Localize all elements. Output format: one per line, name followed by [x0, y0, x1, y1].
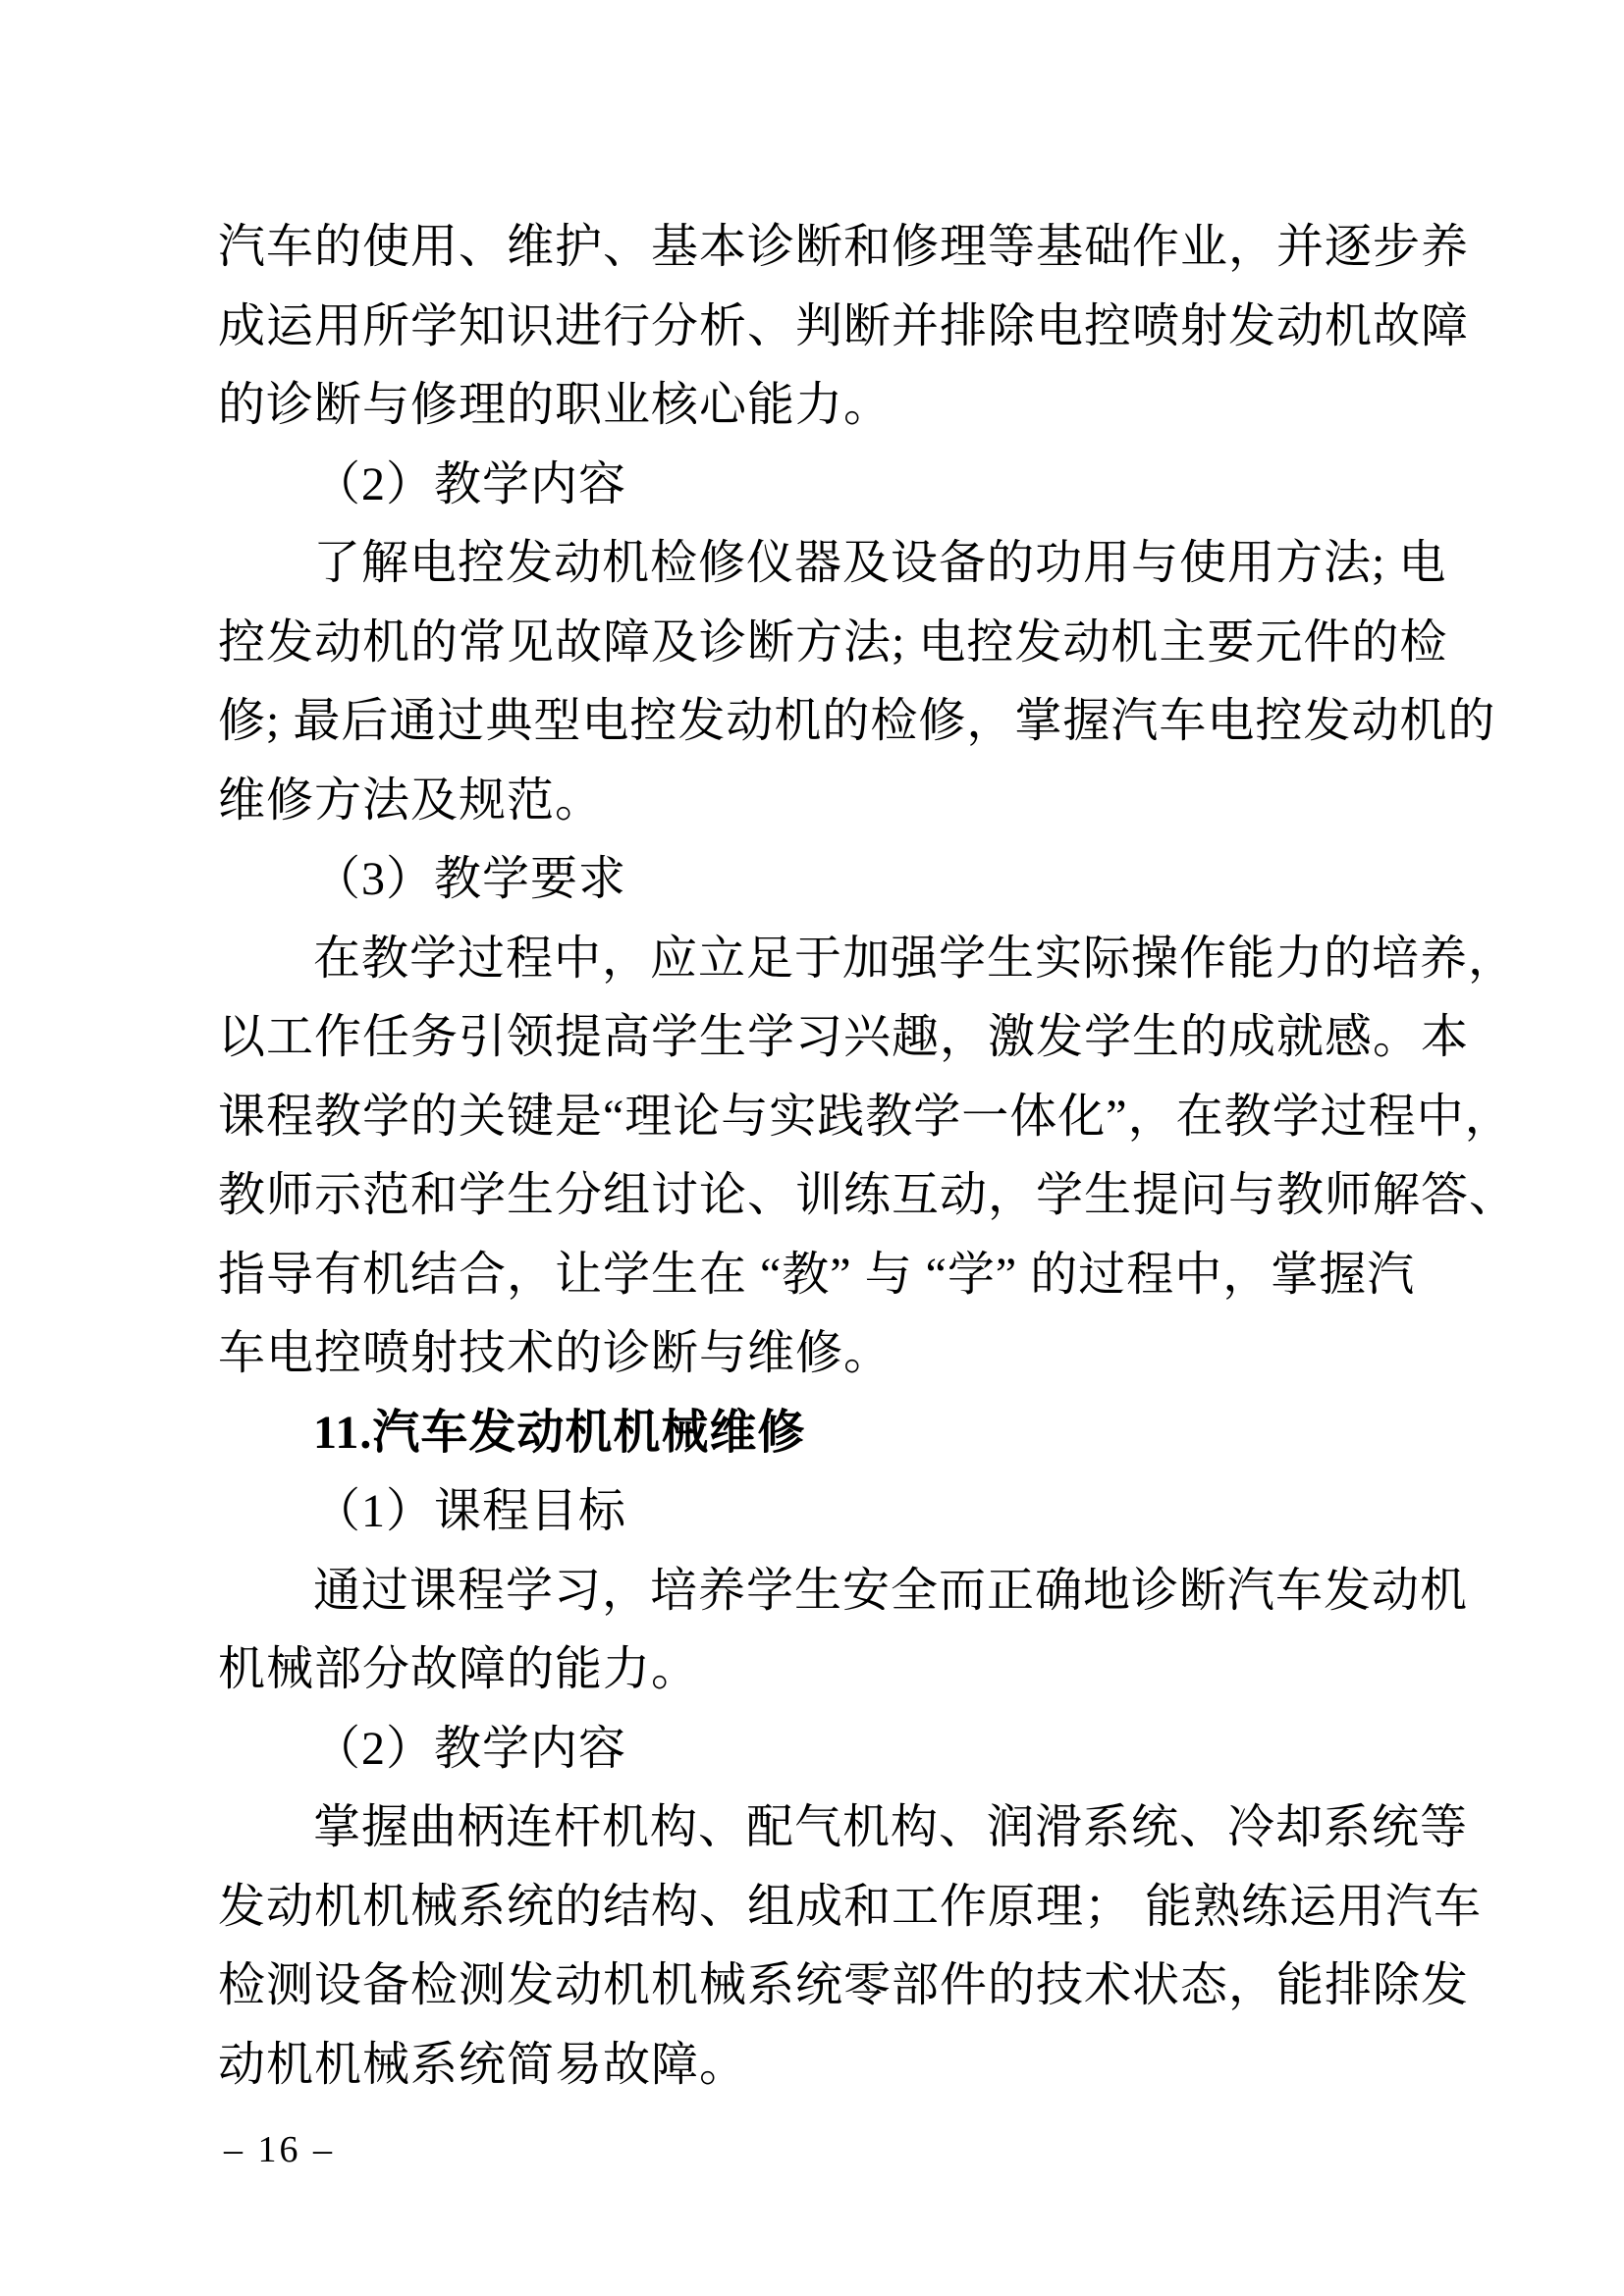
text-line: 维修方法及规范。	[218, 774, 604, 827]
text-line: 掌握曲柄连杆机构、配气机构、润滑系统、冷却系统等	[313, 1801, 1469, 1853]
text-line: 成运用所学知识进行分析、判断并排除电控喷射发动机故障	[218, 299, 1470, 352]
text-line: 控发动机的常见故障及诊断方法; 电控发动机主要元件的检	[218, 615, 1448, 668]
section-heading: 11.汽车发动机机械维修	[313, 1406, 806, 1459]
text-line: （2）教学内容	[313, 1722, 627, 1775]
text-line: 修; 最后通过典型电控发动机的检修，掌握汽车电控发动机的	[218, 695, 1496, 747]
text-line: 课程教学的关键是“理论与实践教学一体化”，在教学过程中，	[218, 1090, 1513, 1143]
text-line: 教师示范和学生分组讨论、训练互动，学生提问与教师解答、	[218, 1169, 1518, 1221]
page-number: – 16 –	[224, 2129, 335, 2170]
text-line: （1）课程目标	[313, 1485, 627, 1537]
text-line: 车电控喷射技术的诊断与维修。	[218, 1327, 893, 1379]
text-line: 检测设备检测发动机机械系统零部件的技术状态，能排除发	[218, 1959, 1470, 2011]
text-line: 通过课程学习，培养学生安全而正确地诊断汽车发动机	[313, 1564, 1469, 1617]
text-line: 发动机机械系统的结构、组成和工作原理； 能熟练运用汽车	[218, 1880, 1483, 1933]
text-line: 汽车的使用、维护、基本诊断和修理等基础作业，并逐步养	[218, 221, 1470, 273]
text-line: （2）教学内容	[313, 457, 627, 510]
document-body	[218, 208, 1518, 2105]
text-line: 动机机械系统简易故障。	[218, 2038, 748, 2091]
text-line: 以工作任务引领提高学生学习兴趣，激发学生的成就感。本	[218, 1011, 1470, 1063]
text-line: 的诊断与修理的职业核心能力。	[218, 379, 893, 431]
text-line: 了解电控发动机检修仪器及设备的功用与使用方法; 电	[313, 537, 1447, 589]
text-line: 在教学过程中，应立足于加强学生实际操作能力的培养，	[313, 932, 1517, 985]
text-line: 指导有机结合，让学生在 “教” 与 “学” 的过程中，掌握汽	[218, 1248, 1416, 1301]
text-line: 机械部分故障的能力。	[218, 1643, 700, 1695]
text-line: （3）教学要求	[313, 853, 627, 905]
